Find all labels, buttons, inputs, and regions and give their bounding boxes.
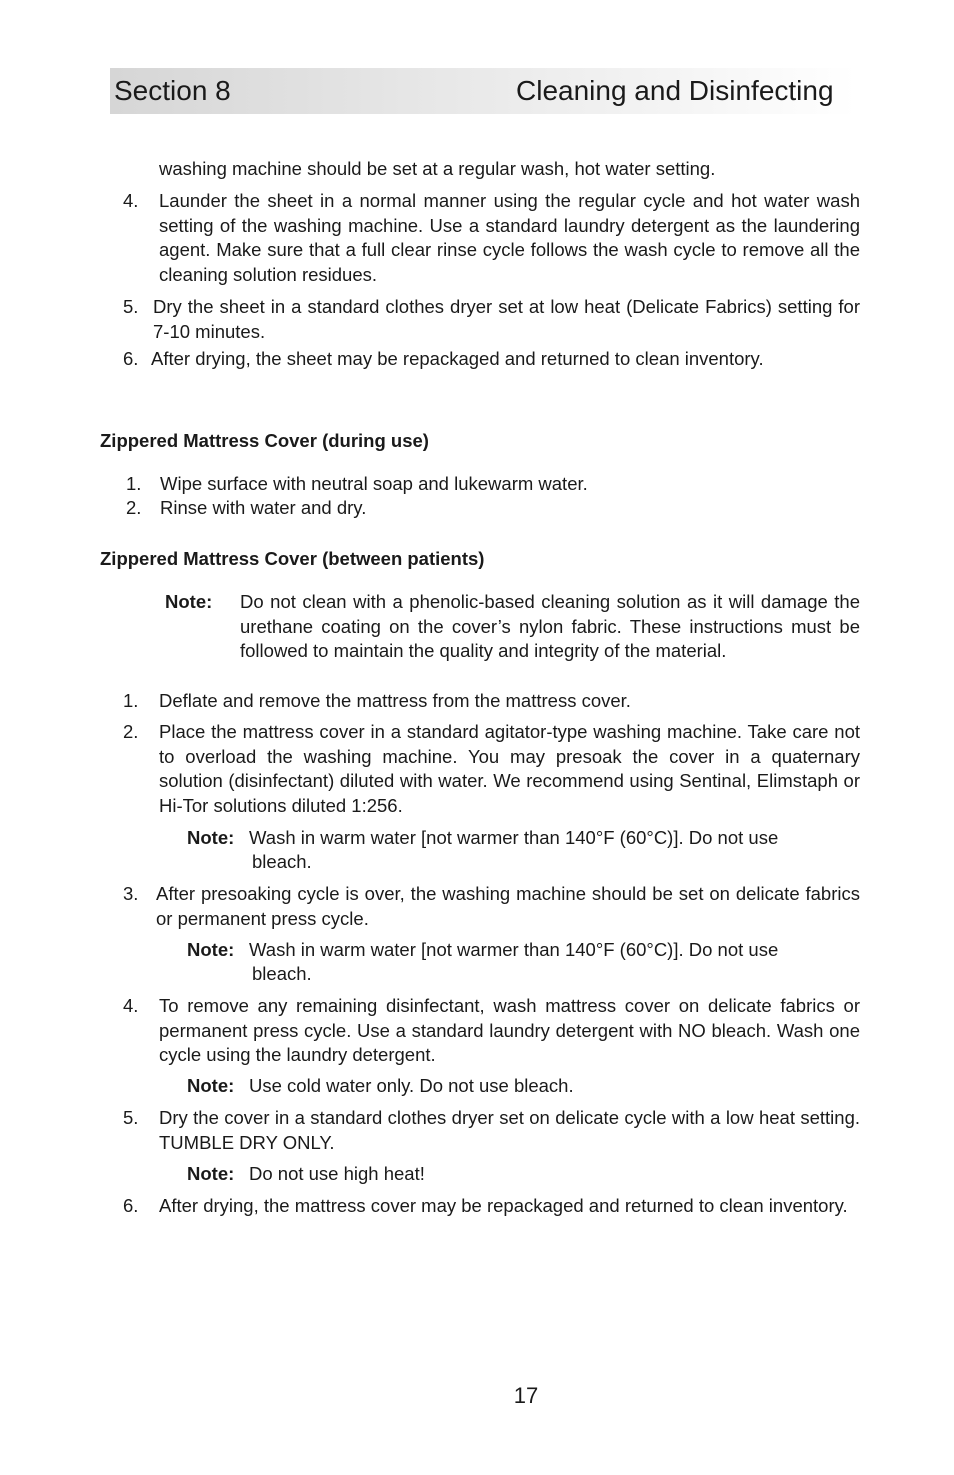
step-number: 2. bbox=[123, 721, 139, 742]
section-title: Cleaning and Disinfecting bbox=[516, 75, 834, 106]
list-item: Launder the sheet in a normal manner using the regular cycle and hot water wash setting of the washing machine. Use a standard laundry detergent as the laundering agent. Make sure that a full clear rinse cycle follows the wash cycle to remove all the cleaning solution residues. bbox=[159, 190, 860, 285]
step-number: 6. bbox=[123, 1195, 139, 1216]
section-heading: Zippered Mattress Cover (during use) bbox=[100, 430, 429, 451]
step-number: 5. bbox=[123, 296, 139, 317]
list-item: Place the mattress cover in a standard agitator-type washing machine. Take care not to overload the washing machine. You may presoak the cover in a quaternary solution (disinfectant) diluted with water. We recommend using Sentinal, Elimstaph or Hi-Tor solutions diluted 1:256. bbox=[159, 721, 860, 816]
step-number: 1. bbox=[126, 473, 142, 494]
list-item: After presoaking cycle is over, the washing machine should be set on delicate fabrics or permanent press cycle. bbox=[156, 883, 860, 929]
note-label: Note: bbox=[187, 1075, 235, 1096]
list-item: Deflate and remove the mattress from the mattress cover. bbox=[159, 690, 631, 711]
note-text: Do not clean with a phenolic-based cleaning solution as it will damage the urethane coating on the cover’s nylon fabric. These instructions must be followed to maintain the quality and integrity of the material. bbox=[240, 591, 860, 661]
section-label: Section 8 bbox=[114, 75, 231, 106]
note-text: Do not use high heat! bbox=[249, 1163, 425, 1184]
note-label: Note: bbox=[187, 1163, 235, 1184]
step-number: 3. bbox=[123, 883, 139, 904]
note-text-continued: bleach. bbox=[252, 963, 312, 984]
step-number: 5. bbox=[123, 1107, 139, 1128]
step-number: 2. bbox=[126, 497, 142, 518]
list-item: Dry the sheet in a standard clothes dryer set at low heat (Delicate Fabrics) setting for 7-10 minutes. bbox=[153, 296, 860, 342]
list-item: After drying, the sheet may be repackaged and returned to clean inventory. bbox=[151, 348, 764, 369]
note-label: Note: bbox=[187, 827, 235, 848]
note-label: Note: bbox=[187, 939, 235, 960]
note-text: Use cold water only. Do not use bleach. bbox=[249, 1075, 574, 1096]
step-number: 4. bbox=[123, 995, 139, 1016]
note-text: Wash in warm water [not warmer than 140°F (60°C)]. Do not use bbox=[249, 939, 779, 960]
section-heading: Zippered Mattress Cover (between patients) bbox=[100, 548, 485, 569]
note-label: Note: bbox=[165, 591, 213, 612]
list-item: Dry the cover in a standard clothes dryer set on delicate cycle with a low heat setting. TUMBLE DRY ONLY. bbox=[159, 1107, 860, 1153]
step-number: 6. bbox=[123, 348, 139, 369]
step-number: 1. bbox=[123, 690, 139, 711]
list-item: Rinse with water and dry. bbox=[160, 497, 367, 518]
page-number: 17 bbox=[513, 1383, 539, 1408]
list-item: After drying, the mattress cover may be repackaged and returned to clean inventory. bbox=[159, 1195, 848, 1216]
list-item: Wipe surface with neutral soap and lukewarm water. bbox=[160, 473, 588, 494]
note-text: Wash in warm water [not warmer than 140°F (60°C)]. Do not use bbox=[249, 827, 779, 848]
list-item: To remove any remaining disinfectant, wash mattress cover on delicate fabrics or permanent press cycle. Use a standard laundry detergent with NO bleach. Wash one cycle using the laundry detergent. bbox=[159, 995, 860, 1065]
note-text-continued: bleach. bbox=[252, 851, 312, 872]
step-number: 4. bbox=[123, 190, 139, 211]
continued-paragraph: washing machine should be set at a regular wash, hot water setting. bbox=[159, 158, 716, 179]
